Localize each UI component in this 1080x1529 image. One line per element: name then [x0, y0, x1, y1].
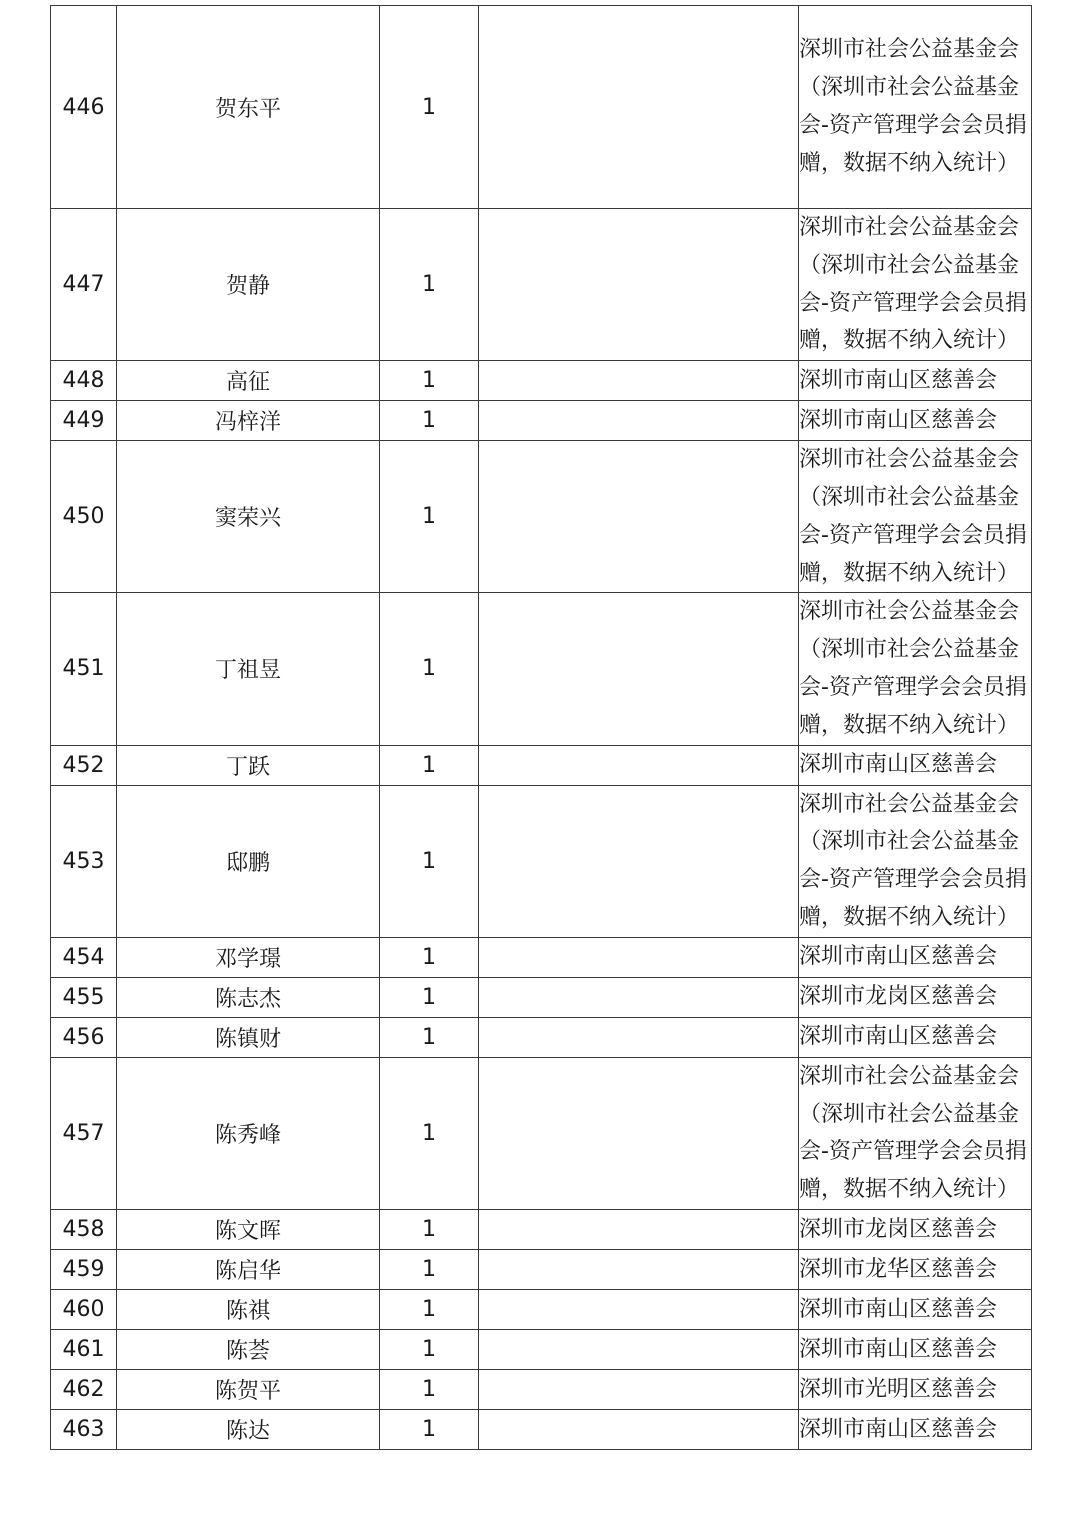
donor-name: 贺东平	[117, 6, 380, 209]
donor-name: 陈启华	[117, 1249, 380, 1289]
table-row	[51, 745, 1032, 785]
receiving-organization: 深圳市社会公益基金会（深圳市社会公益基金会-资产管理学会会员捐赠，数据不纳入统计）	[799, 6, 1032, 209]
table-row	[51, 1209, 1032, 1249]
receiving-organization: 深圳市龙岗区慈善会	[799, 1209, 1032, 1249]
donor-name: 陈荟	[117, 1329, 380, 1369]
table-row	[51, 593, 1032, 745]
donor-name: 窦荣兴	[117, 441, 380, 593]
receiving-organization: 深圳市南山区慈善会	[799, 1329, 1032, 1369]
row-number: 450	[51, 441, 117, 593]
table-row	[51, 1017, 1032, 1057]
blank-cell	[479, 745, 799, 785]
row-number: 453	[51, 785, 117, 937]
receiving-organization: 深圳市社会公益基金会（深圳市社会公益基金会-资产管理学会会员捐赠，数据不纳入统计）	[799, 441, 1032, 593]
row-number: 457	[51, 1057, 117, 1209]
table-row	[51, 441, 1032, 593]
row-number: 456	[51, 1017, 117, 1057]
donation-count: 1	[380, 1057, 479, 1209]
receiving-organization: 深圳市龙华区慈善会	[799, 1249, 1032, 1289]
receiving-organization: 深圳市南山区慈善会	[799, 1409, 1032, 1449]
table-row	[51, 1329, 1032, 1369]
donation-count: 1	[380, 745, 479, 785]
donation-count: 1	[380, 1289, 479, 1329]
blank-cell	[479, 361, 799, 401]
blank-cell	[479, 1289, 799, 1329]
donation-count: 1	[380, 1249, 479, 1289]
table-row	[51, 785, 1032, 937]
receiving-organization: 深圳市龙岗区慈善会	[799, 977, 1032, 1017]
donation-count: 1	[380, 937, 479, 977]
receiving-organization: 深圳市南山区慈善会	[799, 745, 1032, 785]
donor-name: 丁跃	[117, 745, 380, 785]
donation-count: 1	[380, 209, 479, 361]
table-row	[51, 1409, 1032, 1449]
blank-cell	[479, 441, 799, 593]
donor-name: 高征	[117, 361, 380, 401]
row-number: 446	[51, 6, 117, 209]
receiving-organization: 深圳市南山区慈善会	[799, 937, 1032, 977]
row-number: 462	[51, 1369, 117, 1409]
blank-cell	[479, 1057, 799, 1209]
blank-cell	[479, 209, 799, 361]
table-row	[51, 401, 1032, 441]
row-number: 461	[51, 1329, 117, 1369]
donor-name: 陈贺平	[117, 1369, 380, 1409]
row-number: 455	[51, 977, 117, 1017]
row-number: 458	[51, 1209, 117, 1249]
donor-name: 陈祺	[117, 1289, 380, 1329]
receiving-organization: 深圳市南山区慈善会	[799, 401, 1032, 441]
blank-cell	[479, 1017, 799, 1057]
row-number: 463	[51, 1409, 117, 1449]
donation-count: 1	[380, 593, 479, 745]
blank-cell	[479, 1329, 799, 1369]
blank-cell	[479, 6, 799, 209]
donor-name: 贺静	[117, 209, 380, 361]
row-number: 448	[51, 361, 117, 401]
row-number: 451	[51, 593, 117, 745]
donation-count: 1	[380, 785, 479, 937]
donation-count: 1	[380, 6, 479, 209]
blank-cell	[479, 977, 799, 1017]
receiving-organization: 深圳市光明区慈善会	[799, 1369, 1032, 1409]
donation-count: 1	[380, 977, 479, 1017]
row-number: 459	[51, 1249, 117, 1289]
table-row	[51, 1369, 1032, 1409]
blank-cell	[479, 1249, 799, 1289]
table-row	[51, 1249, 1032, 1289]
table-row	[51, 209, 1032, 361]
donor-name: 陈镇财	[117, 1017, 380, 1057]
donor-name: 丁祖昱	[117, 593, 380, 745]
receiving-organization: 深圳市南山区慈善会	[799, 361, 1032, 401]
table-row	[51, 977, 1032, 1017]
donation-count: 1	[380, 1369, 479, 1409]
receiving-organization: 深圳市社会公益基金会（深圳市社会公益基金会-资产管理学会会员捐赠，数据不纳入统计）	[799, 1057, 1032, 1209]
donation-count: 1	[380, 1017, 479, 1057]
row-number: 460	[51, 1289, 117, 1329]
table-row	[51, 361, 1032, 401]
donor-name: 冯梓洋	[117, 401, 380, 441]
donor-name: 陈达	[117, 1409, 380, 1449]
table-row	[51, 6, 1032, 209]
row-number: 447	[51, 209, 117, 361]
donor-table-body	[51, 6, 1032, 1450]
blank-cell	[479, 401, 799, 441]
donor-name: 邸鹏	[117, 785, 380, 937]
row-number: 449	[51, 401, 117, 441]
table-row	[51, 1057, 1032, 1209]
receiving-organization: 深圳市社会公益基金会（深圳市社会公益基金会-资产管理学会会员捐赠，数据不纳入统计）	[799, 593, 1032, 745]
receiving-organization: 深圳市南山区慈善会	[799, 1289, 1032, 1329]
blank-cell	[479, 1209, 799, 1249]
blank-cell	[479, 1369, 799, 1409]
donation-count: 1	[380, 361, 479, 401]
donor-name: 邓学璟	[117, 937, 380, 977]
blank-cell	[479, 937, 799, 977]
row-number: 452	[51, 745, 117, 785]
donation-count: 1	[380, 1329, 479, 1369]
donor-table	[50, 5, 1032, 1450]
receiving-organization: 深圳市社会公益基金会（深圳市社会公益基金会-资产管理学会会员捐赠，数据不纳入统计）	[799, 785, 1032, 937]
blank-cell	[479, 593, 799, 745]
donation-count: 1	[380, 401, 479, 441]
donation-count: 1	[380, 1209, 479, 1249]
donation-count: 1	[380, 441, 479, 593]
table-row	[51, 937, 1032, 977]
receiving-organization: 深圳市社会公益基金会（深圳市社会公益基金会-资产管理学会会员捐赠，数据不纳入统计）	[799, 209, 1032, 361]
receiving-organization: 深圳市南山区慈善会	[799, 1017, 1032, 1057]
row-number: 454	[51, 937, 117, 977]
donor-name: 陈秀峰	[117, 1057, 380, 1209]
blank-cell	[479, 785, 799, 937]
donor-name: 陈志杰	[117, 977, 380, 1017]
table-row	[51, 1289, 1032, 1329]
blank-cell	[479, 1409, 799, 1449]
donation-count: 1	[380, 1409, 479, 1449]
donor-name: 陈文晖	[117, 1209, 380, 1249]
